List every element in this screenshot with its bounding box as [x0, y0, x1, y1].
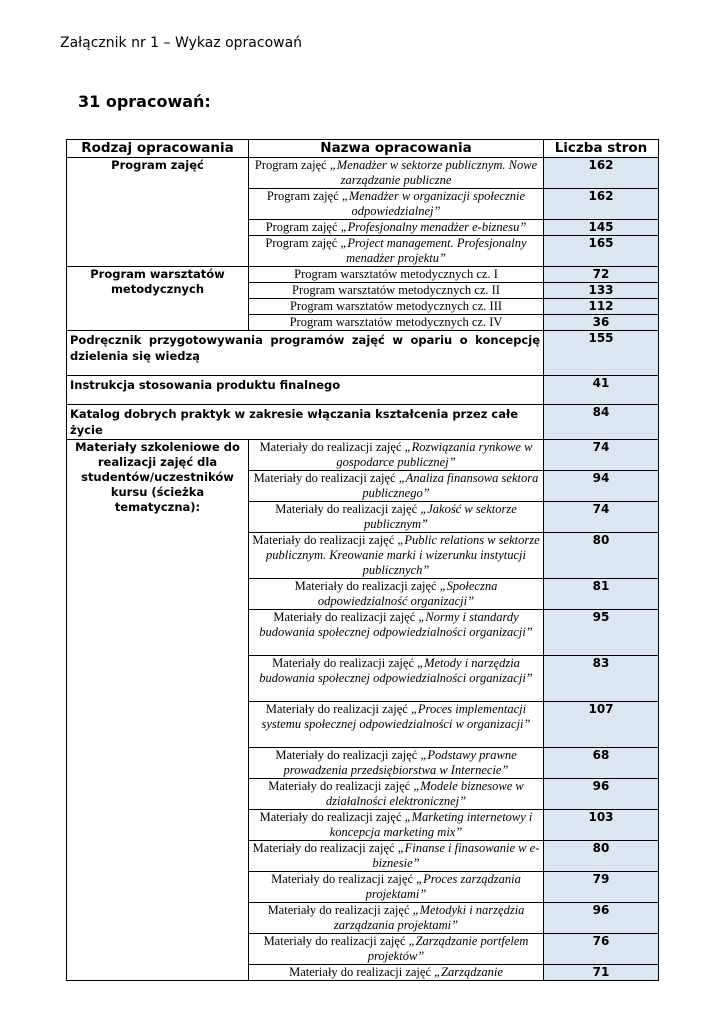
pages-cell: 71 — [544, 965, 659, 981]
pages-cell: 165 — [544, 236, 659, 267]
title-cell — [249, 471, 544, 502]
pages-cell: 162 — [544, 189, 659, 220]
pages-cell: 36 — [544, 315, 659, 331]
title-italic: „Proces implementacji systemu społecznej odpowiedzialności w organizacji” — [261, 702, 531, 731]
title-cell — [249, 579, 544, 610]
title-cell — [249, 748, 544, 779]
title-cell — [249, 779, 544, 810]
pages-cell: 74 — [544, 502, 659, 533]
title-italic: „Zarządzanie portfelem projektów” — [367, 934, 529, 963]
pages-cell: 74 — [544, 440, 659, 471]
title-cell — [249, 702, 544, 748]
title-prefix: Materiały do realizacji zajęć — [268, 779, 414, 793]
title-cell: Program warsztatów metodycznych cz. II — [249, 283, 544, 299]
pages-cell: 80 — [544, 533, 659, 579]
pages-cell: 72 — [544, 267, 659, 283]
title-prefix: Materiały do realizacji zajęć — [275, 748, 421, 762]
title-italic: „Profesjonalny menadżer e-biznesu” — [340, 220, 527, 234]
title-prefix: Materiały do realizacji zajęć — [273, 610, 419, 624]
pages-cell: 79 — [544, 872, 659, 903]
title-prefix: Materiały do realizacji zajęć — [271, 872, 417, 886]
title-prefix: Materiały do realizacji zajęć — [263, 934, 409, 948]
category-cell: Program warsztatów metodycznych — [67, 267, 249, 331]
title-cell — [249, 810, 544, 841]
title-italic: „Metodyki i narzędzia zarządzania projektami” — [333, 903, 525, 932]
attachment-header: Załącznik nr 1 – Wykaz opracowań — [60, 35, 303, 51]
pages-cell: 96 — [544, 779, 659, 810]
title-cell — [249, 533, 544, 579]
pages-cell: 155 — [544, 331, 659, 376]
pages-cell: 162 — [544, 158, 659, 189]
title-prefix: Materiały do realizacji zajęć — [275, 502, 421, 516]
table-row — [67, 267, 659, 283]
pages-cell: 95 — [544, 610, 659, 656]
pages-cell: 133 — [544, 283, 659, 299]
title-prefix: Materiały do realizacji zajęć — [265, 702, 411, 716]
title-prefix: Materiały do realizacji zajęć — [272, 656, 418, 670]
title-prefix: Materiały do realizacji zajęć — [252, 841, 398, 855]
title-prefix: Materiały do realizacji zajęć — [252, 533, 398, 547]
title-cell — [249, 965, 544, 981]
title-italic: „Public relations w sektorze publicznym. Kreowanie marki i wizerunku instytucji publicznych” — [266, 533, 540, 577]
title-italic: „Normy i standardy budowania społecznej odpowiedzialności organizacji” — [259, 610, 533, 639]
pages-cell: 103 — [544, 810, 659, 841]
title-cell — [249, 610, 544, 656]
table-row — [67, 440, 659, 471]
title-cell: Program warsztatów metodycznych cz. I — [249, 267, 544, 283]
title-italic: „Proces zarządzania projektami” — [365, 872, 521, 901]
title-cell — [249, 220, 544, 236]
title-italic: „Jakość w sektorze publicznym” — [364, 502, 517, 531]
title-italic: „Społeczna odpowiedzialność organizacji” — [317, 579, 498, 608]
title-cell — [249, 158, 544, 189]
title-cell — [249, 502, 544, 533]
column-header-pages: Liczba stron — [544, 140, 659, 158]
publications-count: 31 opracowań: — [78, 92, 211, 111]
pages-cell: 84 — [544, 405, 659, 440]
category-cell: Materiały szkoleniowe do realizacji zajęć dla studentów/uczestników kursu (ścieżka tematyczna): — [67, 440, 249, 981]
title-italic: „Zarządzanie — [434, 965, 503, 979]
standalone-title-cell: Podręcznik przygotowywania programów zajęć w opariu o koncepcję dzielenia się wiedzą — [67, 331, 544, 376]
pages-cell: 107 — [544, 702, 659, 748]
title-cell — [249, 656, 544, 702]
title-italic: „Rozwiązania rynkowe w gospodarce publicznej” — [336, 440, 533, 469]
title-prefix: Materiały do realizacji zajęć — [253, 471, 399, 485]
table-row — [67, 405, 659, 440]
title-prefix: Materiały do realizacji zajęć — [267, 903, 413, 917]
publications-table — [66, 139, 658, 981]
title-italic: „Modele biznesowe w działalności elektronicznej” — [325, 779, 524, 808]
pages-cell: 94 — [544, 471, 659, 502]
title-cell — [249, 841, 544, 872]
title-cell: Program warsztatów metodycznych cz. III — [249, 299, 544, 315]
title-cell — [249, 189, 544, 220]
pages-cell: 112 — [544, 299, 659, 315]
pages-cell: 96 — [544, 903, 659, 934]
title-cell — [249, 440, 544, 471]
title-prefix: Materiały do realizacji zajęć — [294, 579, 440, 593]
pages-cell: 41 — [544, 376, 659, 405]
standalone-title-cell: Katalog dobrych praktyk w zakresie włączania kształcenia przez całe życie — [67, 405, 544, 440]
title-prefix: Program zajęć — [265, 236, 341, 250]
title-italic: „Metody i narzędzia budowania społecznej odpowiedzialności organizacji” — [259, 656, 533, 685]
table-row — [67, 376, 659, 405]
title-prefix: Program zajęć — [254, 158, 330, 172]
title-prefix: Materiały do realizacji zajęć — [289, 965, 435, 979]
title-cell — [249, 903, 544, 934]
title-italic: „Marketing internetowy i koncepcja marketing mix” — [329, 810, 533, 839]
title-italic: „Finanse i finasowanie w e-biznesie” — [372, 841, 540, 870]
column-header-name: Nazwa opracowania — [249, 140, 544, 158]
title-cell: Program warsztatów metodycznych cz. IV — [249, 315, 544, 331]
title-prefix: Materiały do realizacji zajęć — [259, 440, 405, 454]
pages-cell: 80 — [544, 841, 659, 872]
pages-cell: 68 — [544, 748, 659, 779]
category-cell: Program zajęć — [67, 158, 249, 267]
title-cell — [249, 934, 544, 965]
title-italic: „Menadżer w organizacji społecznie odpowiedzialnej” — [341, 189, 526, 218]
pages-cell: 76 — [544, 934, 659, 965]
title-italic: „Analiza finansowa sektora publicznego” — [362, 471, 539, 500]
pages-cell: 81 — [544, 579, 659, 610]
title-cell — [249, 872, 544, 903]
table-header-row — [67, 140, 659, 158]
title-italic: „Podstawy prawne prowadzenia przedsiębiorstwa w Internecie” — [283, 748, 517, 777]
title-italic: „Project management. Profesjonalny menadżer projektu” — [340, 236, 527, 265]
title-prefix: Materiały do realizacji zajęć — [259, 810, 405, 824]
pages-cell: 83 — [544, 656, 659, 702]
title-italic: „Menadżer w sektorze publicznym. Nowe zarządzanie publiczne — [329, 158, 538, 187]
title-cell — [249, 236, 544, 267]
column-header-type: Rodzaj opracowania — [67, 140, 249, 158]
title-prefix: Program zajęć — [265, 220, 341, 234]
table-row — [67, 331, 659, 376]
standalone-title-cell: Instrukcja stosowania produktu finalnego — [67, 376, 544, 405]
pages-cell: 145 — [544, 220, 659, 236]
table-row — [67, 158, 659, 189]
title-prefix: Program zajęć — [266, 189, 342, 203]
